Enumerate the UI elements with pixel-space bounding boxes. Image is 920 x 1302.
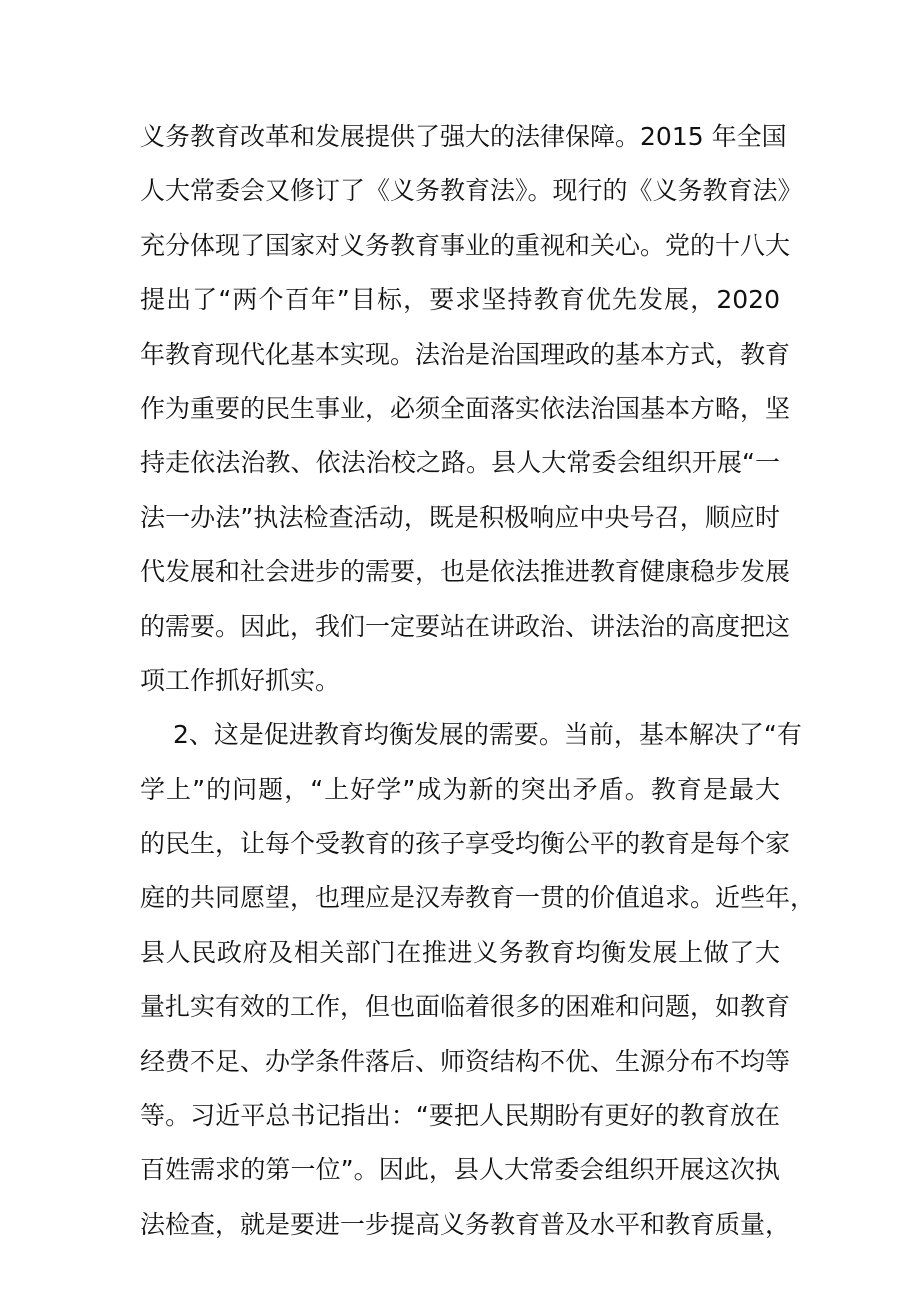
paragraph-line: 经费不足、办学条件落后、师资结构不优、生源分布不均等: [140, 1046, 791, 1076]
paragraph-line: 等。习近平总书记指出：“要把人民期盼有更好的教育放在: [140, 1101, 780, 1131]
paragraph-line: 提出了“两个百年”目标，要求坚持教育优先发展，2020: [140, 285, 780, 315]
paragraph-line: 学上”的问题，“上好学”成为新的突出矛盾。教育是最大: [140, 774, 780, 804]
paragraph-line: 持走依法治教、依法治校之路。县人大常委会组织开展“一: [140, 448, 780, 478]
paragraph-line: 量扎实有效的工作，但也面临着很多的困难和问题，如教育: [140, 992, 791, 1022]
paragraph-line: 法检查，就是要进一步提高义务教育普及水平和教育质量，: [140, 1209, 791, 1239]
paragraph-line-first: 2、这是促进教育均衡发展的需要。当前，基本解决了“有: [173, 720, 802, 750]
paragraph-line: 百姓需求的第一位”。因此，县人大常委会组织开展这次执: [140, 1155, 780, 1185]
paragraph-line: 充分体现了国家对义务教育事业的重视和关心。党的十八大: [140, 230, 791, 260]
paragraph-line: 人大常委会又修订了《义务教育法》。现行的《义务教育法》: [140, 176, 803, 206]
paragraph-line: 县人民政府及相关部门在推进义务教育均衡发展上做了大: [140, 937, 780, 967]
paragraph-line: 义务教育改革和发展提供了强大的法律保障。2015 年全国: [140, 122, 787, 151]
paragraph-line: 代发展和社会进步的需要，也是依法推进教育健康稳步发展: [140, 557, 791, 587]
paragraph-line-last: 项工作抓好抓实。: [140, 665, 341, 695]
paragraph-line: 作为重要的民生事业，必须全面落实依法治国基本方略，坚: [140, 393, 791, 423]
paragraph-line: 年教育现代化基本实现。法治是治国理政的基本方式，教育: [140, 339, 791, 369]
paragraph-line: 的民生，让每个受教育的孩子享受均衡公平的教育是每个家: [140, 829, 791, 859]
paragraph-1: [140, 110, 803, 708]
paragraph-line: 庭的共同愿望，也理应是汉寿教育一贯的价值追求。近些年，: [140, 883, 816, 913]
paragraph-line: 法一办法”执法检查活动，既是积极响应中央号召，顺应时: [140, 502, 780, 532]
body-text: [140, 110, 816, 1252]
paragraph-2: [140, 708, 816, 1252]
paragraph-line: 的需要。因此，我们一定要站在讲政治、讲法治的高度把这: [140, 611, 791, 641]
